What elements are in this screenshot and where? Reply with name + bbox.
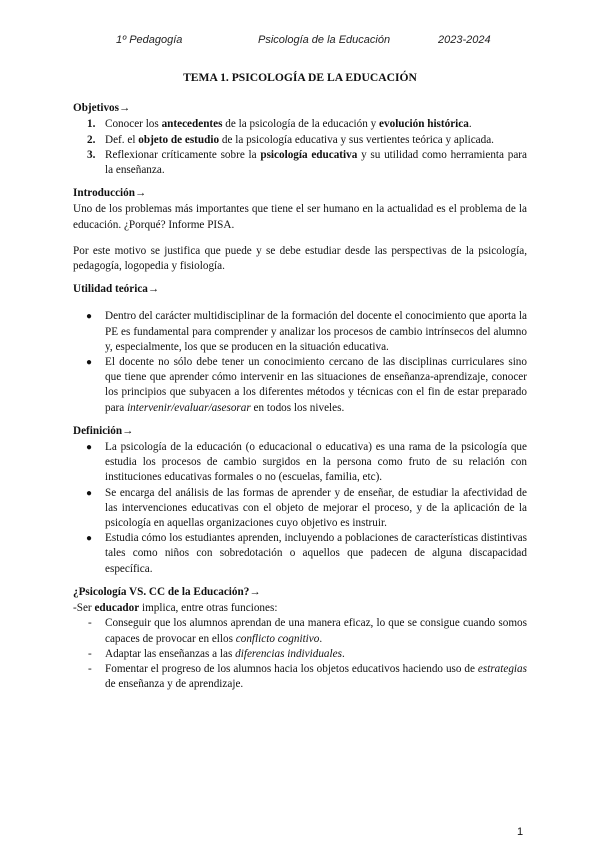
definicion-list <box>73 440 527 577</box>
list-item-text: Dentro del carácter multidisciplinar de la formación del docente el conocimiento que aporta la PE es fundamental para comprender y analizar los procesos de cambio intrínsecos del alumno y, especialmente, los que se producen en la situación educativa. <box>105 310 527 353</box>
intro-paragraph-2: Por este motivo se justifica que puede y se debe estudiar desde las perspectivas de la psicología, pedagogía, logopedia y fisiología. <box>73 244 527 273</box>
objective-bold: antecedentes <box>161 118 223 131</box>
objective-text: . <box>468 118 472 131</box>
list-item <box>73 440 527 486</box>
objective-text: y su utilidad como herramienta para la enseñanza. <box>105 148 527 177</box>
bullet-icon: ● <box>86 357 93 369</box>
dash-icon: - <box>88 617 92 630</box>
list-item-text: en todos los niveles. <box>250 401 345 414</box>
bullet-icon: ● <box>86 311 93 323</box>
utilidad-list <box>73 309 527 415</box>
list-item-italic: intervenir/evaluar/asesorar <box>127 401 251 414</box>
list-item-text: El docente no sólo debe tener un conocimiento cercano de las disciplinas curriculares sino que tiene que aprender cómo intervenir en las situaciones de enseñanza-aprendizaje, conocer los principios que subyacen a los diferentes métodos y técnicas con el fin de estar preparado para <box>105 356 527 414</box>
list-item-italic: estrategias <box>477 662 527 675</box>
intro-text: implica, entre otras funciones: <box>139 602 278 615</box>
objective-text: Def. el <box>105 133 139 146</box>
list-item <box>73 486 527 532</box>
intro-text: -Ser <box>73 602 95 615</box>
document-body <box>73 70 527 692</box>
intro-bold: educador <box>94 602 140 615</box>
list-item-text: Se encarga del análisis de las formas de aprender y de enseñar, de estudiar la afectividad de las intervenciones educativas con el objeto de mejorar el proceso, y de la aplicación de la psicología en aquellas organizaciones cuyo objetivo es instruir. <box>105 486 527 530</box>
list-item-italic: diferencias individuales <box>235 647 342 660</box>
funciones-list <box>73 616 527 692</box>
header-subject: Psicología de la Educación <box>258 34 391 46</box>
bullet-icon: ● <box>86 533 93 545</box>
document-title: TEMA 1. PSICOLOGÍA DE LA EDUCACIÓN <box>183 71 417 84</box>
dash-icon: - <box>88 662 92 675</box>
section-heading-psicologia-vs: ¿Psicología VS. CC de la Educación?→ <box>73 585 261 598</box>
header-year: 2023-2024 <box>438 34 491 46</box>
list-item-text: Estudia cómo los estudiantes aprenden, incluyendo a poblaciones de características distintivas tales como niños con sobredotación o aquellos que padecen de alguna discapacidad específica. <box>105 532 527 575</box>
objective-item <box>73 133 527 148</box>
objectives-list <box>73 117 527 178</box>
section-heading-definicion: Definición→ <box>73 424 134 437</box>
header-course: 1º Pedagogía <box>116 34 183 46</box>
objective-bold: evolución histórica <box>379 118 469 131</box>
page-header <box>0 34 600 50</box>
list-item-text: Conseguir que los alumnos aprendan de una manera eficaz, lo que se consigue cuando somos capaces de provocar en ellos <box>105 617 527 645</box>
list-item <box>73 355 527 416</box>
section-heading-utilidad: Utilidad teórica→ <box>73 283 160 296</box>
section-heading-objetivos: Objetivos→ <box>73 102 131 115</box>
objective-item <box>73 117 527 132</box>
intro-paragraph-1: Uno de los problemas más importantes que tiene el ser humano en la actualidad es el problema de la educación. ¿Porqué? Informe PISA. <box>73 203 527 231</box>
list-item-text: Adaptar las enseñanzas a las <box>105 647 236 660</box>
list-item-italic: conflicto cognitivo <box>235 632 320 645</box>
list-item-text: La psicología de la educación (o educacional o educativa) es una rama de la psicología que estudia los procesos de cambio surgidos en la persona como fruto de su relación con instituciones educativas formales o no (escuelas, familia, etc). <box>105 441 527 484</box>
objective-number: 3. <box>87 148 96 161</box>
section-heading-introduccion: Introducción→ <box>73 187 147 200</box>
list-item-text: Fomentar el progreso de los alumnos hacia los objetos educativos haciendo uso de <box>105 662 478 675</box>
objective-item <box>73 148 527 178</box>
list-item-text: de enseñanza y de aprendizaje. <box>105 678 244 691</box>
objective-bold: psicología educativa <box>260 148 358 161</box>
list-item-text: . <box>341 647 345 660</box>
bullet-icon: ● <box>86 487 93 499</box>
page-number: 1 <box>517 826 524 838</box>
objective-text: Conocer los <box>105 118 162 131</box>
educador-intro <box>73 601 527 616</box>
list-item <box>73 531 527 577</box>
list-item <box>73 647 527 662</box>
list-item-text: . <box>319 632 323 645</box>
list-item <box>73 309 527 355</box>
objective-number: 1. <box>87 118 96 131</box>
objective-number: 2. <box>87 133 96 146</box>
bullet-icon: ● <box>86 442 93 454</box>
objective-text: de la psicología de la educación y <box>222 118 380 131</box>
objective-text: Reflexionar críticamente sobre la <box>105 148 261 161</box>
dash-icon: - <box>88 647 92 660</box>
list-item <box>73 662 527 692</box>
list-item <box>73 616 527 646</box>
objective-bold: objeto de estudio <box>138 133 220 146</box>
objective-text: de la psicología educativa y sus vertientes teórica y aplicada. <box>219 133 494 146</box>
